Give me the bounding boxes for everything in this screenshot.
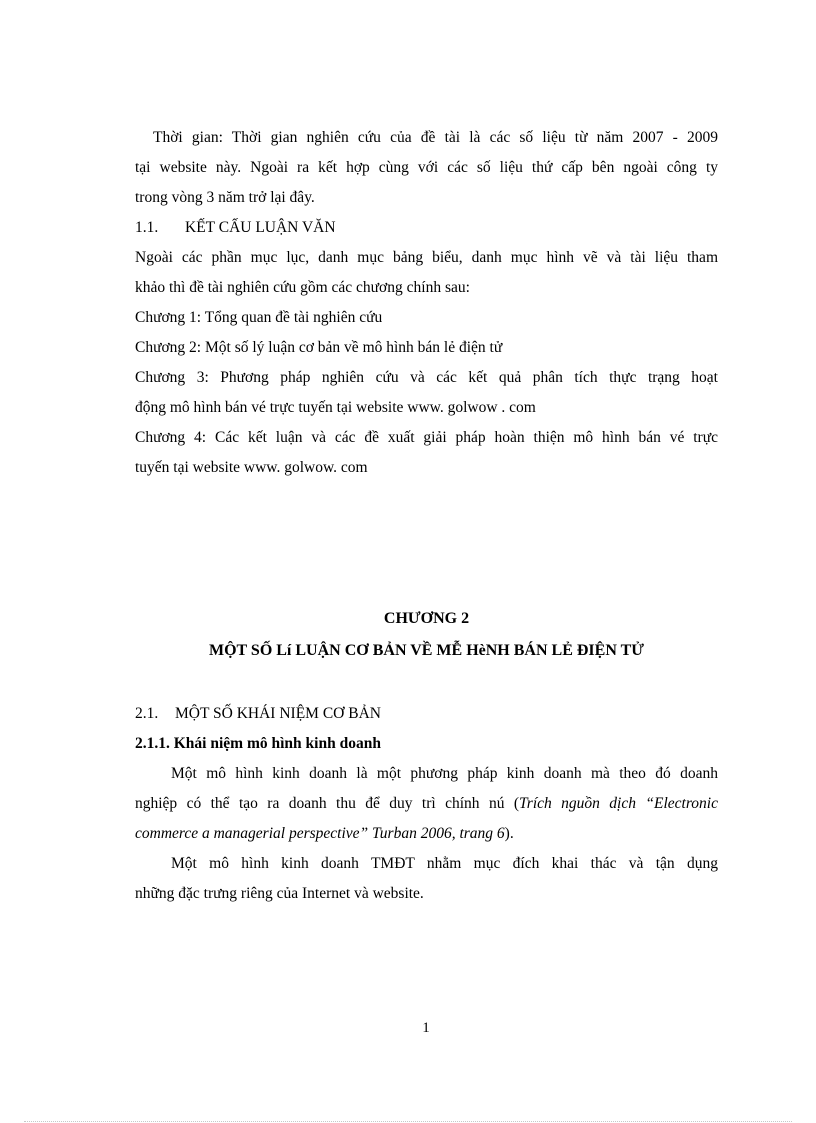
chapter-label: CHƯƠNG 2 [383, 610, 470, 627]
definition-line-5: những đặc trưng riêng của Internet và website. [135, 885, 424, 902]
chapter-title: MỘT SỐ Lí LUẬN CƠ BẢN VỀ MỄ HèNH BÁN LẺ ĐIỆN TỬ [208, 642, 644, 659]
page-bottom-rule [24, 1121, 792, 1122]
section-2-1-title: MỘT SỐ KHÁI NIỆM CƠ BẢN [175, 705, 381, 722]
page-number: 1 [422, 1020, 430, 1036]
section-2-1-heading [135, 704, 718, 724]
chapter-2-item: Chương 2: Một số lý luận cơ bản về mô hình bán lẻ điện tử [135, 339, 503, 356]
intro-line-3: trong vòng 3 năm trở lại đây. [135, 189, 315, 206]
definition-line-1: Một mô hình kinh doanh là một phương pháp kinh doanh mà theo đó doanh [171, 765, 718, 782]
definition-line-4: Một mô hình kinh doanh TMĐT nhằm mục đích khai thác và tận dụng [171, 855, 718, 872]
chapter-4-item-line-2: tuyến tại website www. golwow. com [135, 459, 368, 476]
section-1-1-title: KẾT CẤU LUẬN VĂN [185, 219, 336, 236]
structure-line-2: khảo thì đề tài nghiên cứu gồm các chương chính sau: [135, 279, 470, 296]
chapter-3-item-line-2: động mô hình bán vé trực tuyến tại website www. golwow . com [135, 399, 536, 416]
section-1-1-heading [135, 218, 718, 238]
citation-part-1: Trích nguồn dịch “Electronic [519, 795, 718, 812]
intro-line-2: tại website này. Ngoài ra kết hợp cùng với các số liệu thứ cấp bên ngoài công ty [135, 159, 718, 176]
definition-line-2 [135, 794, 718, 814]
definition-line-3 [135, 824, 718, 844]
definition-line-2-text: nghiệp có thể tạo ra doanh thu để duy trì chính nú ( [135, 795, 520, 812]
citation-part-2: commerce a managerial perspective” Turban 2006, trang 6 [135, 825, 505, 842]
section-1-1-number: 1.1. [135, 219, 159, 236]
citation-close: ). [504, 825, 514, 842]
chapter-4-item-line-1: Chương 4: Các kết luận và các đề xuất giải pháp hoàn thiện mô hình bán vé trực [135, 429, 718, 446]
section-2-1-number: 2.1. [135, 705, 159, 722]
chapter-1-item: Chương 1: Tổng quan đề tài nghiên cứu [135, 309, 383, 326]
chapter-3-item-line-1: Chương 3: Phương pháp nghiên cứu và các kết quả phân tích thực trạng hoạt [135, 369, 718, 386]
intro-line-1: Thời gian: Thời gian nghiên cứu của đề tài là các số liệu từ năm 2007 - 2009 [153, 129, 718, 146]
subsection-2-1-1-heading: 2.1.1. Khái niệm mô hình kinh doanh [135, 735, 381, 752]
structure-line-1: Ngoài các phần mục lục, danh mục bảng biểu, danh mục hình vẽ và tài liệu tham [135, 249, 718, 266]
